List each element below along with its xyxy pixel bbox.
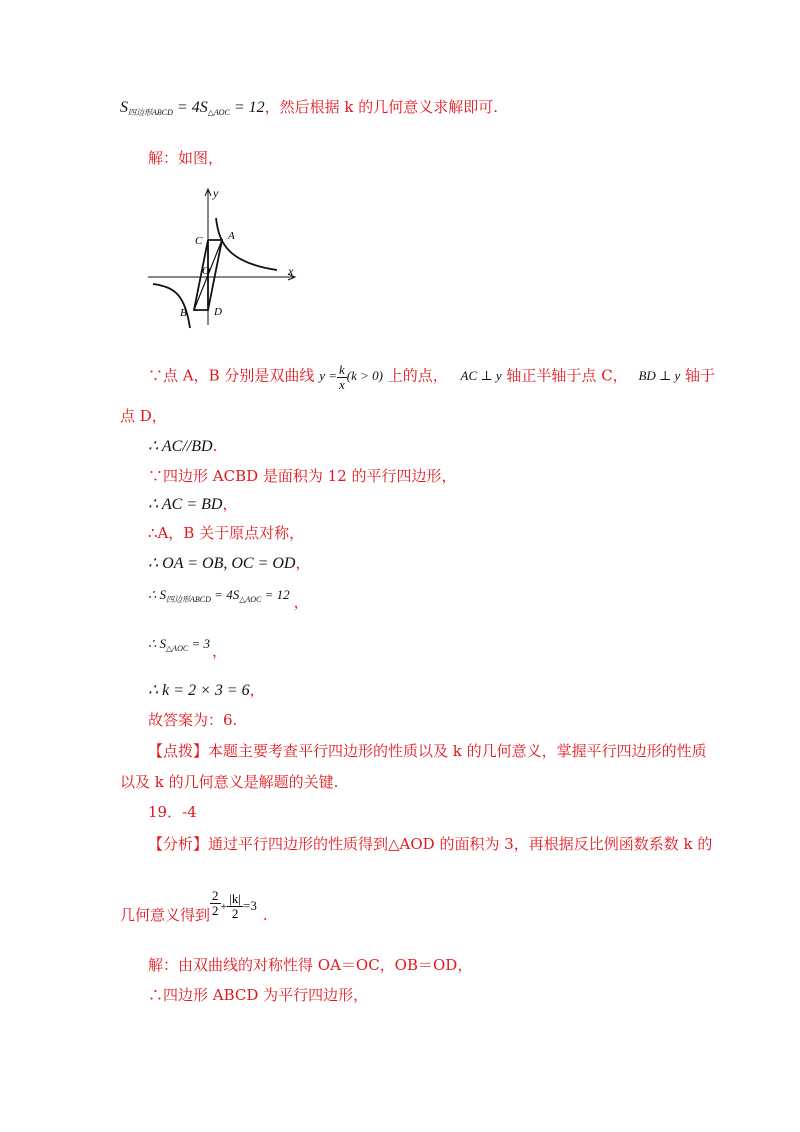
- label-c: C: [195, 235, 203, 247]
- line-5: ∴ AC//BD.: [148, 437, 218, 455]
- line3-part3: 轴正半轴于点 C，: [501, 366, 628, 385]
- line-15: 以及 k 的几何意义是解题的关键.: [120, 773, 339, 791]
- hyperbola-branch-upper: [216, 218, 277, 270]
- formula-line-1: [120, 97, 498, 123]
- hyperbola-branch-lower: [153, 284, 190, 328]
- line-3: [148, 363, 715, 392]
- label-y: y: [213, 186, 219, 200]
- line-16: 19．-4: [148, 803, 197, 821]
- perp-bd: BD ⊥ y: [638, 368, 681, 384]
- label-a: A: [228, 230, 235, 242]
- label-b: B: [180, 307, 187, 319]
- label-o: O: [202, 265, 210, 277]
- line1-text: ，然后根据 k 的几何意义求解即可.: [264, 98, 499, 116]
- label-d: D: [214, 306, 222, 318]
- line-6: ∵四边形 ACBD 是面积为 12 的平行四边形，: [148, 467, 457, 485]
- formula-area: $S_{四边形ABCD} = 4S_{\triangle AOC} = 12$: [120, 99, 265, 117]
- label-x: x: [288, 264, 294, 278]
- line3-part4: 轴于: [680, 366, 716, 385]
- perp-ac: AC ⊥ y: [460, 368, 502, 384]
- line-8: ∴A，B 关于原点对称，: [148, 524, 305, 542]
- line-17: 【分析】通过平行四边形的性质得到△AOD 的面积为 3，再根据反比例函数系数 k 的: [148, 835, 713, 853]
- line3-part1: ∵点 A，B 分别是双曲线: [148, 366, 315, 385]
- line-14: 【点拨】本题主要考查平行四边形的性质以及 k 的几何意义，掌握平行四边形的性质: [148, 742, 707, 760]
- line-20: ∴四边形 ABCD 为平行四边形，: [148, 986, 369, 1004]
- line-12: ∴ k = 2 × 3 = 6，: [148, 681, 265, 699]
- line-10: ∴ $S_{四边形ABCD} = 4S_{\triangle AOC} = 12$ ，: [148, 587, 309, 611]
- solution-intro: 解：如图，: [148, 149, 224, 167]
- line-9: ∴ OA = OB, OC = OD，: [148, 554, 311, 572]
- line-11: ∴ $S_{\triangle AOC} = 3$ ，: [148, 636, 227, 660]
- line-4: 点 D，: [120, 407, 167, 425]
- line-13: 故答案为：6.: [148, 711, 238, 729]
- line3-part2: 上的点，: [387, 366, 448, 385]
- hyperbola-equation: y = $\frac{k}{x}$ (k > 0): [319, 362, 383, 392]
- line-7: ∴ AC = BD，: [148, 495, 238, 513]
- line-18: 几何意义得到 $\frac{2}{2}$ + $\frac{|k|}{2}$ =3.: [120, 887, 268, 924]
- line-19: 解：由双曲线的对称性得 OA＝OC，OB＝OD，: [148, 956, 473, 974]
- hyperbola-figure: [145, 185, 305, 330]
